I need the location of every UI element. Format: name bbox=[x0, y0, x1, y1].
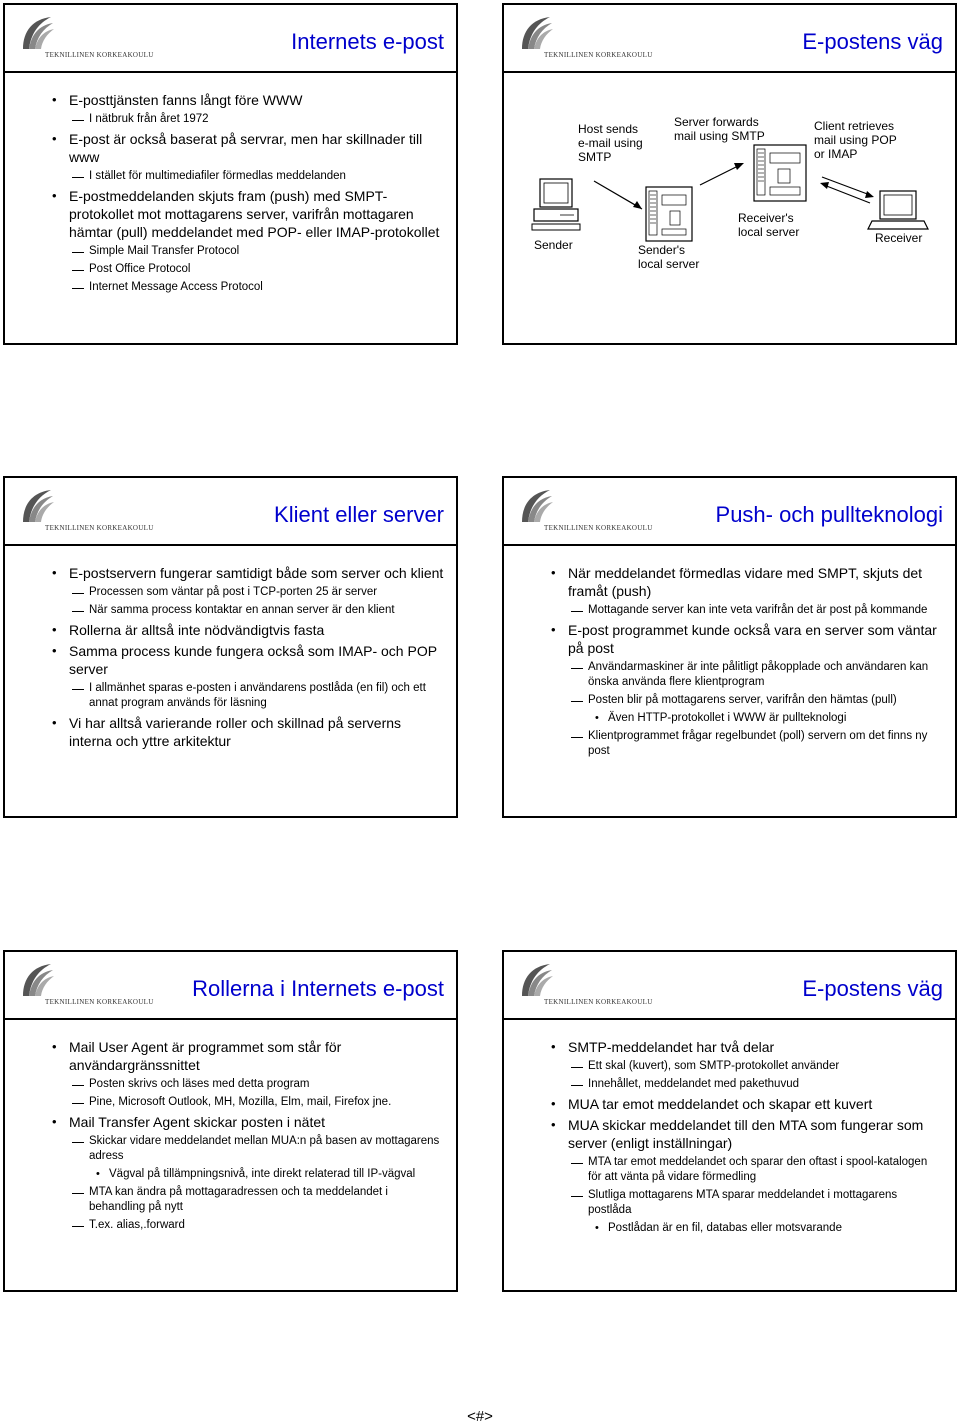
sub-bullet: Processen som väntar på post i TCP-porten 25 är server bbox=[17, 585, 444, 600]
sub-bullet: T.ex. alias,.forward bbox=[17, 1218, 444, 1233]
bullet: • Mail Transfer Agent skickar posten i nätet bbox=[17, 1113, 444, 1131]
logo-text: TEKNILLINEN KORKEAKOULU bbox=[544, 51, 653, 59]
logo-swirl-icon bbox=[15, 13, 55, 53]
sub-bullet: Pine, Microsoft Outlook, MH, Mozilla, Elm, mail, Firefox jne. bbox=[17, 1095, 444, 1110]
university-logo bbox=[15, 13, 154, 63]
receivers-server-icon bbox=[754, 145, 806, 201]
sub-bullet: MTA kan ändra på mottagaradressen och ta meddelandet i behandling på nytt bbox=[17, 1185, 444, 1215]
senders-server-icon bbox=[646, 187, 692, 241]
logo-text: TEKNILLINEN KORKEAKOULU bbox=[45, 524, 154, 532]
receiver-laptop-icon bbox=[868, 191, 928, 229]
bullet: • Samma process kunde fungera också som IMAP- och POP server bbox=[17, 642, 444, 678]
slide-body bbox=[17, 91, 444, 298]
university-logo bbox=[514, 486, 653, 536]
logo-swirl-icon bbox=[514, 960, 554, 1000]
logo-swirl-icon bbox=[514, 486, 554, 526]
slide-internets-e-post bbox=[3, 3, 458, 345]
bullet: • MUA skickar meddelandet till den MTA som fungerar som server (enligt inställningar) bbox=[516, 1116, 943, 1152]
sub-bullet: I stället för multimediafiler förmedlas meddelanden bbox=[17, 169, 444, 184]
slide-title: E-postens väg bbox=[802, 976, 943, 1001]
bullet: • Mail User Agent är programmet som står för användargränssnittet bbox=[17, 1038, 444, 1074]
bullet: • MUA tar emot meddelandet och skapar ett kuvert bbox=[516, 1095, 943, 1113]
label-receivers-server: Receiver's local server bbox=[738, 211, 800, 239]
slide-body bbox=[516, 1038, 943, 1239]
sub-bullet: Mottagande server kan inte veta varifrån det är post på kommande bbox=[516, 603, 943, 618]
sub-bullet: Internet Message Access Protocol bbox=[17, 280, 444, 295]
bullet: • E-post programmet kunde också vara en server som väntar på post bbox=[516, 621, 943, 657]
slide-body bbox=[17, 1038, 444, 1236]
sub-bullet: Ett skal (kuvert), som SMTP-protokollet använder bbox=[516, 1059, 943, 1074]
slide-title: Klient eller server bbox=[274, 502, 444, 527]
sub-bullet: Simple Mail Transfer Protocol bbox=[17, 244, 444, 259]
sub-sub-bullet: • Vägval på tillämpningsnivå, inte direkt relaterad till IP-vägval bbox=[17, 1167, 444, 1182]
sub-bullet: Posten blir på mottagarens server, varifrån den hämtas (pull) bbox=[516, 693, 943, 708]
label-receiver: Receiver bbox=[875, 231, 923, 245]
sub-bullet: Skickar vidare meddelandet mellan MUA:n på basen av mottagarens adress bbox=[17, 1134, 444, 1164]
logo-swirl-icon bbox=[15, 960, 55, 1000]
page-number: <#> bbox=[467, 1408, 493, 1425]
slide-push-och-pullteknologi bbox=[502, 476, 957, 818]
bullet: • E-posttjänsten fanns långt före WWW bbox=[17, 91, 444, 109]
title-rule bbox=[504, 1018, 955, 1020]
logo-text: TEKNILLINEN KORKEAKOULU bbox=[45, 998, 154, 1006]
slide-e-postens-vag-diagram bbox=[502, 3, 957, 345]
sub-bullet: I nätbruk från året 1972 bbox=[17, 112, 444, 127]
slide-title: Push- och pullteknologi bbox=[715, 502, 943, 527]
bullet: • Vi har alltså varierande roller och skillnad på serverns interna och yttre arkitektur bbox=[17, 714, 444, 750]
university-logo bbox=[15, 960, 154, 1010]
bullet: • E-postservern fungerar samtidigt både som server och klient bbox=[17, 564, 444, 582]
bullet: • E-post är också baserat på servrar, men har skillnader till www bbox=[17, 130, 444, 166]
slide-body bbox=[516, 564, 943, 762]
title-rule bbox=[5, 1018, 456, 1020]
sender-computer-icon bbox=[532, 179, 580, 230]
label-sender: Sender bbox=[534, 238, 573, 252]
sub-sub-bullet: • Även HTTP-protokollet i WWW är pullteknologi bbox=[516, 711, 943, 726]
sub-bullet: Innehållet, meddelandet med pakethuvud bbox=[516, 1077, 943, 1092]
slide-e-postens-vag-text bbox=[502, 950, 957, 1292]
arrow-sender-to-server bbox=[594, 181, 642, 209]
sub-bullet: När samma process kontaktar en annan server är den klient bbox=[17, 603, 444, 618]
slide-title: Internets e-post bbox=[291, 29, 444, 54]
slide-rollerna-i-internets-e-post bbox=[3, 950, 458, 1292]
bullet: • Rollerna är alltså inte nödvändigtvis fasta bbox=[17, 621, 444, 639]
bullet: • SMTP-meddelandet har två delar bbox=[516, 1038, 943, 1056]
bullet: • E-postmeddelanden skjuts fram (push) med SMPT-protokollet mot mottagarens server, varifrån mottagaren hämtar (pull) meddelandet med POP- eller IMAP-protokollet bbox=[17, 187, 444, 241]
sub-bullet: Slutliga mottagarens MTA sparar meddelandet i mottagarens postlåda bbox=[516, 1188, 943, 1218]
university-logo bbox=[15, 486, 154, 536]
sub-bullet: I allmänhet sparas e-posten i användarens postlåda (en fil) och ett annat program används för läsning bbox=[17, 681, 444, 711]
slide-title: Rollerna i Internets e-post bbox=[192, 976, 444, 1001]
slide-body bbox=[17, 564, 444, 753]
sub-bullet: Post Office Protocol bbox=[17, 262, 444, 277]
slide-title: E-postens väg bbox=[802, 29, 943, 54]
logo-text: TEKNILLINEN KORKEAKOULU bbox=[544, 524, 653, 532]
logo-swirl-icon bbox=[15, 486, 55, 526]
title-rule bbox=[5, 544, 456, 546]
sub-bullet: Användarmaskiner är inte pålitligt påkopplade och användaren kan önska använda flere klientprogram bbox=[516, 660, 943, 690]
sub-bullet: Posten skrivs och läses med detta program bbox=[17, 1077, 444, 1092]
slide-klient-eller-server bbox=[3, 476, 458, 818]
university-logo bbox=[514, 960, 653, 1010]
sub-bullet: MTA tar emot meddelandet och sparar den oftast i spool-katalogen för att vänta på vidare förmedling bbox=[516, 1155, 943, 1185]
arrow-server-to-receiver bbox=[820, 177, 874, 203]
email-route-diagram bbox=[504, 5, 955, 343]
bullet: • När meddelandet förmedlas vidare med SMPT, skjuts det framåt (push) bbox=[516, 564, 943, 600]
label-host-sends: Host sends e-mail using SMTP bbox=[578, 122, 643, 164]
label-client-retrieves: Client retrieves mail using POP or IMAP bbox=[814, 119, 897, 161]
label-senders-server: Sender's local server bbox=[638, 243, 700, 271]
sub-bullet: Klientprogrammet frågar regelbundet (poll) servern om det finns ny post bbox=[516, 729, 943, 759]
arrow-server-to-server bbox=[700, 163, 744, 185]
logo-text: TEKNILLINEN KORKEAKOULU bbox=[544, 998, 653, 1006]
sub-sub-bullet: • Postlådan är en fil, databas eller motsvarande bbox=[516, 1221, 943, 1236]
label-server-forwards: Server forwards mail using SMTP bbox=[674, 115, 765, 143]
title-rule bbox=[504, 544, 955, 546]
title-rule bbox=[5, 71, 456, 73]
logo-text: TEKNILLINEN KORKEAKOULU bbox=[45, 51, 154, 59]
